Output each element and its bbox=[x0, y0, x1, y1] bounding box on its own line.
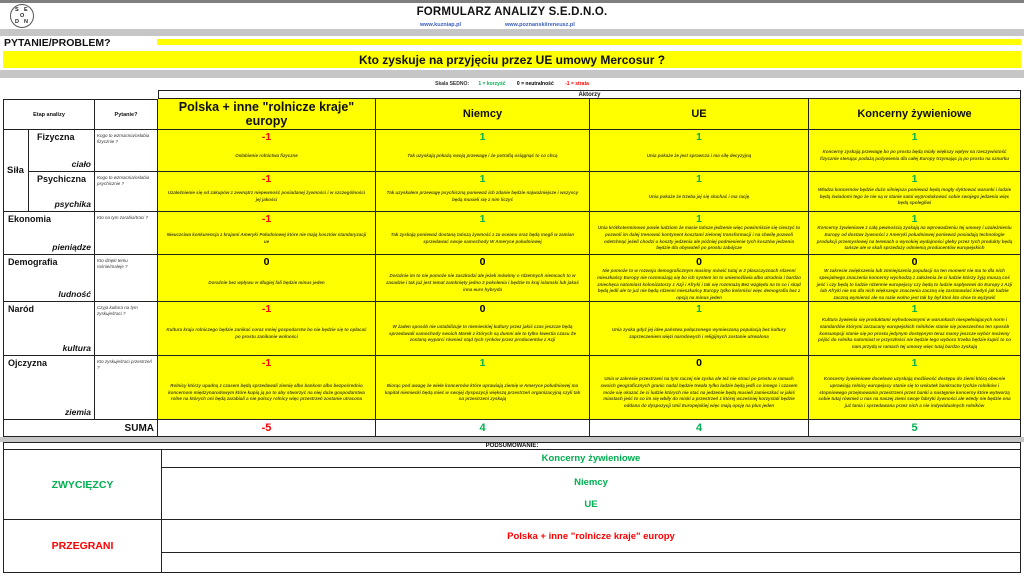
cell-psychiczna-niemcy bbox=[376, 172, 590, 212]
cell-ojczyzna-niemcy bbox=[376, 356, 590, 420]
score: -1 bbox=[261, 357, 272, 369]
cell-comment: Kultura żywienia się produktami wyhodowanymi w warunkach niespełniających norm i standardów którymi zarzucany europejskich rolników stanie się powszechna ten sposób konsumpcji stanie się po prostu jedynym dostępnym teraz mamy jeszcze wybór możemy pójść do rolnika natomiast w przyszłości nie będzie tego wyboru trzeba będzie kupić to co nam przydą w ramach tej umowy więc tutaj bardzo zyskają bbox=[817, 317, 1012, 350]
score: 1 bbox=[479, 131, 486, 143]
score: 1 bbox=[479, 213, 486, 225]
cell-comment: Koncerny żywieniowe z całą pewnością zyskają na wprowadzeniu tej umowy i uzależnieniu Europy od dostaw żywności z Ameryki południowej ponieważ posiadają technologie produkcji przemysłowej na terenach o wysokiej wydajności gleby przez tych produkty będą tańsze ale w skali sprzedaży odmienią producentów europejskich bbox=[816, 225, 1013, 251]
score: 1 bbox=[696, 131, 702, 143]
logo-letter: D bbox=[15, 19, 19, 25]
question-narod: Czyja kultura na tym zyskuje/traci ? bbox=[95, 302, 158, 356]
suma-polska: -5 bbox=[158, 420, 376, 437]
score: 1 bbox=[479, 357, 486, 369]
question-highlight-strip bbox=[157, 39, 1021, 45]
cell-ekonomia-ue bbox=[590, 212, 809, 255]
score: 0 bbox=[479, 303, 486, 315]
divider-band bbox=[0, 70, 1024, 78]
cell-narod-niemcy bbox=[376, 302, 590, 356]
score: -1 bbox=[261, 173, 272, 185]
cell-comment: W żaden sposób nie ustabilizuje to niemieckiej kultury przez jakiś czas jeszcze będą sprzedawali samochody swoich Marek z których są dumni ale to tylko kwestia czasu Że zostaną wyparci również stąd tych rynków przez producentów z Azji bbox=[388, 323, 577, 343]
cell-ekonomia-niemcy bbox=[376, 212, 590, 255]
question-fizyczna: Kogo to wzmacnia/osłabia fizycznie ? bbox=[95, 130, 158, 172]
loser-entry-polska: Polska + inne "rolnicze kraje" europy bbox=[162, 520, 1021, 553]
suma-niemcy: 4 bbox=[376, 420, 590, 437]
row-label-fizyczna bbox=[29, 130, 95, 172]
cell-comment: Unia pokaże że trzeba jej się słuchać i ma rację bbox=[648, 193, 750, 199]
cell-comment: Osłabienie rolnictwa fizyczne bbox=[235, 152, 298, 158]
cell-fizyczna-niemcy bbox=[376, 130, 590, 172]
scale-label: Skala SEDNO: bbox=[435, 81, 470, 87]
cell-comment: W zakresie zwiększenia lub zmniejszenia populacji na ten moment nie ma to dla nich specjalnego znaczenia koncerny wychodzą z założenia że ci ludzie którzy żyją muszą coś jeść i czy będą to ludzie rdzennie europejscy czy będą to ludzie napływowi do Europy z Azji lub Afryki nie ma dla nich większego znaczenia zaczną się zastanawiać kiedyś jak ludzie zaczną wymierać ale na razie wolno jest tak by był ktoś kto chce to wyżywić bbox=[816, 268, 1013, 300]
score: -1 bbox=[261, 303, 272, 315]
etap-name: Naród bbox=[8, 304, 35, 314]
score: 1 bbox=[696, 213, 702, 225]
score: 0 bbox=[479, 256, 486, 268]
score: 1 bbox=[696, 303, 702, 315]
cell-comment: Tak uzyskają pokażą swoją przewagę i że potrafią osiągnąć to co chcą bbox=[407, 152, 558, 158]
cell-ojczyzna-polska bbox=[158, 356, 376, 420]
cell-psychiczna-ue bbox=[590, 172, 809, 212]
empty-loser-row bbox=[162, 553, 1021, 573]
actor-header-polska: Polska + inne "rolnicze kraje" europy bbox=[158, 99, 376, 130]
cell-comment: Unia krótkoterminowo powie ludziom że macie tańsze jedzenie więc powinniście się cieszyć to pozwoli im dalej trenować kontynent kosztami zielonej transformacji i na chwilę pozwoli odetchnąć jeżeli chodzi o koszty jedzenia ale później podniesienie tych kosztów jedzenia będzie dla obywateli po prostu zabójcze bbox=[597, 225, 801, 251]
row-label-narod bbox=[3, 302, 95, 356]
actor-header-koncerny: Koncerny żywieniowe bbox=[809, 99, 1021, 130]
score: 0 bbox=[696, 357, 702, 369]
actor-header-niemcy: Niemcy bbox=[376, 99, 590, 130]
summary-table bbox=[3, 442, 1021, 573]
cell-comment: Koncerny żywieniowe docelowo uzyskają możliwość dostępu do ziemi którą obecnie uprawiają rolnicy europejscy stanie się to wskutek bankructw tychże rolników i stopniowego przejmowania przestrzeni przez banki a następnie koncerny które wytworzą sobie tutaj również u nas na naszej ziemi swoje fabryki żywności ale wtedy nie będzie ona już tania i sprzedawana przez nich a nie indywidualnych rolników bbox=[818, 376, 1011, 409]
cell-fizyczna-ue bbox=[590, 130, 809, 172]
cell-ojczyzna-koncerny bbox=[809, 356, 1021, 420]
cell-comment: Unia zyska gdyż jej idee państwa połączonego wymieszaną populacją bez kultury zaprzeczeniem więzi narodowych i religijnych zostanie utrwalona bbox=[611, 327, 787, 339]
cell-comment: Unia w zakresie przestrzeni na tym raczej nie zyska ale też nie straci po prostu w ramach swoich geograficznych granic nadal będzie trwała tylko ludzie będą jedli co innego i czasem może się okazać że ci ludzie których nie stać na jedzenie będą musieli zamieszkać w jakiś miastach jeść to co im się wbiły do miski a przestrzeń z której wcześniej korzystali będzie oddana do dyspozycji Unii Europejskiej więc mają opcję na plus jeden bbox=[600, 376, 798, 409]
score: 1 bbox=[911, 357, 918, 369]
score: 1 bbox=[911, 173, 918, 185]
main-question-banner: Kto zyskuje na przyjęciu przez UE umowy Mercosur ? bbox=[3, 51, 1021, 68]
cell-comment: Koncerny zyskają przewagę bo po prostu będą miały większy wpływ na rzeczywistość fizycznie sterując podażą pożywienia dla całej Europy trzymając ją po prostu na sznurku bbox=[819, 149, 1010, 161]
score: 1 bbox=[696, 173, 702, 185]
cell-narod-koncerny bbox=[809, 302, 1021, 356]
actor-header-ue: UE bbox=[590, 99, 809, 130]
scale-loss: -1 = strata bbox=[565, 81, 589, 87]
score: 0 bbox=[696, 256, 702, 268]
winners-label: ZWYCIĘZCY bbox=[3, 450, 162, 520]
etap-subname: ludność bbox=[58, 289, 91, 299]
winner-entry-ue: UE bbox=[584, 498, 598, 510]
suma-label: SUMA bbox=[3, 420, 158, 437]
cell-fizyczna-koncerny bbox=[809, 130, 1021, 172]
cell-narod-ue bbox=[590, 302, 809, 356]
score: 0 bbox=[911, 256, 918, 268]
cell-ojczyzna-ue bbox=[590, 356, 809, 420]
logo-letter: O bbox=[20, 13, 25, 19]
cell-comment: Nie pomoże to w rozwoju demograficznym musimy mówić tutaj w 2 płaszczyznach rdzenni mieszkańcy Europy nie rozmnażają się bo ich system im to uniemożliwia albo utrudnia i bardzo zniechęca natomiast kolonizatorzy z Azji i Afryki i tak się rozmnażą Bez względu na to co i skąd będą jedli ale to już nie będą rdzenni mieszkańcy Europy tylko koloniści więc demografia bez z opcją na minus jeden bbox=[597, 268, 801, 300]
question-demografia: Kto dzięki temu rośnie/maleje ? bbox=[95, 255, 158, 302]
winner-entries-niemcy-ue bbox=[162, 468, 1021, 520]
cell-demografia-polska bbox=[158, 255, 376, 302]
row-label-psychiczna bbox=[29, 172, 95, 212]
row-label-ojczyzna bbox=[3, 356, 95, 420]
cell-ekonomia-koncerny bbox=[809, 212, 1021, 255]
question-ojczyzna: Kto zyskuje/traci przestrzeń ? bbox=[95, 356, 158, 420]
cell-demografia-niemcy bbox=[376, 255, 590, 302]
question-problem-label: PYTANIE/PROBLEM? bbox=[4, 37, 111, 49]
etap-subname: psychika bbox=[54, 199, 91, 209]
etap-subname: pieniądze bbox=[52, 242, 91, 252]
etap-subname: ciało bbox=[71, 159, 91, 169]
analysis-table bbox=[3, 90, 1021, 437]
etap-name: Fizyczna bbox=[37, 132, 75, 142]
divider-band bbox=[0, 29, 1024, 36]
cell-comment: Rolnicy którzy upadną z czasem będą sprzedawali ziemię albo bankom albo bezpośrednio koncernom międzynarodowym które kupią ją po to aby stworzyć na niej duże gospodarstwa rolne na których oni będą zarabiali a nie polscy rolnicy więc przestrzeń zostanie utracona bbox=[168, 382, 365, 402]
cell-fizyczna-polska bbox=[158, 130, 376, 172]
winner-entry-koncerny: Koncerny żywieniowe bbox=[162, 450, 1021, 468]
col-header-pytanie: Pytanie? bbox=[95, 99, 158, 130]
losers-label: PRZEGRANI bbox=[3, 520, 162, 573]
cell-comment: Biorąc pod uwagę że wiele koncernów które uprawiają ziemię w Ameryce południowej ma kapitał niemiecki będą mieć w swojej dyspozycji większą przestrzeń organizacyjną czyli tak na przestrzeni zyskają bbox=[384, 382, 581, 402]
cell-comment: Władza koncernów będzie dużo silniejsza ponieważ będą mogły dyktować warunki i ludzie będą świadomi tego że nie są w stanie sami wyprodukować sobie swojego jedzenia więc będą spolegliwi bbox=[817, 186, 1012, 206]
cell-comment: Doraźnie im to nie pomoże nie zaszkodzi ale jeżeli mówimy o rdzennych niemcach to w zasadzie i tak już jest temat zamknięty jedno 2 pokolenia i będzie to kraj islamski lub jakaś inna euro hybryda bbox=[386, 273, 579, 292]
score: 0 bbox=[263, 256, 270, 268]
cell-psychiczna-polska bbox=[158, 172, 376, 212]
col-header-etap: Etap analizy bbox=[3, 99, 95, 130]
score: -1 bbox=[261, 131, 272, 143]
etap-name: Psychiczna bbox=[37, 174, 87, 184]
cell-comment: Kultura kraju rolniczego będzie zanikać coraz mniej gospodarstw bo nie będzie się to opłacać po prostu zanikanie wolności bbox=[166, 327, 367, 339]
cell-comment: Nieuczciwa konkurencja z krajami Ameryki Południowej które nie mają kosztów standaryzacji ue bbox=[166, 231, 367, 244]
etap-name: Ojczyzna bbox=[8, 358, 48, 368]
score: 1 bbox=[911, 131, 918, 143]
row-label-demografia bbox=[3, 255, 95, 302]
score: 1 bbox=[911, 303, 918, 315]
form-title: FORMULARZ ANALIZY S.E.D.N.O. bbox=[416, 6, 608, 18]
cell-ekonomia-polska bbox=[158, 212, 376, 255]
logo-letter: N bbox=[24, 19, 28, 25]
sedno-scale-legend bbox=[0, 81, 1024, 87]
cell-comment: Doraźnie bez wpływu w długiej fali będzie minus jeden bbox=[208, 280, 325, 286]
top-strip bbox=[0, 0, 1024, 3]
scale-benefit: 1 = korzyść bbox=[478, 81, 506, 87]
summary-header: PODSUMOWANIE: bbox=[3, 442, 1021, 450]
cell-comment: Unia pokaże że jest sprawcza i ma siłę decyzyjną bbox=[646, 152, 752, 158]
scale-neutral: 0 = neutralność bbox=[516, 81, 554, 87]
etap-name: Ekonomia bbox=[8, 214, 52, 224]
link-kuzniap[interactable]: www.kuzniap.pl bbox=[420, 22, 462, 28]
question-ekonomia: Kto na tym zarabia/traci ? bbox=[95, 212, 158, 255]
link-poznanskiireneusz[interactable]: www.poznanskiireneusz.pl bbox=[505, 22, 575, 28]
etap-subname: ziemia bbox=[65, 407, 91, 417]
cell-narod-polska bbox=[158, 302, 376, 356]
logo-letter: S bbox=[15, 7, 19, 13]
group-label-sila: Siła bbox=[3, 130, 29, 212]
actors-header: Aktorzy bbox=[158, 90, 1021, 99]
cell-comment: Tak uzyskałem przewagę psychiczną ponieważ ich zdanie będzie najważniejsze i wszyscy będą musieli się z nim liczyć bbox=[386, 190, 579, 202]
question-psychiczna: Kogo to wzmacnia/osłabia psychicznie ? bbox=[95, 172, 158, 212]
etap-subname: kultura bbox=[62, 343, 91, 353]
logo-letter: E bbox=[24, 7, 28, 13]
cell-comment: Uzależnienie się od zakupów z zewnątrz niepewność posiadanej żywności i w szczególności jej jakości bbox=[167, 190, 366, 202]
suma-ue: 4 bbox=[590, 420, 809, 437]
winner-entry-niemcy: Niemcy bbox=[574, 477, 608, 489]
etap-name: Demografia bbox=[8, 257, 58, 267]
cell-psychiczna-koncerny bbox=[809, 172, 1021, 212]
cell-demografia-ue bbox=[590, 255, 809, 302]
score: -1 bbox=[261, 213, 272, 225]
row-label-ekonomia bbox=[3, 212, 95, 255]
score: 1 bbox=[911, 213, 918, 225]
cell-demografia-koncerny bbox=[809, 255, 1021, 302]
score: 1 bbox=[479, 173, 486, 185]
cell-comment: Tak zyskają ponieważ dostaną tańszą żywność z za oceanu oraz będą mogli w zamian sprzedawać swoje samochody W Ameryce południowej bbox=[390, 231, 575, 244]
suma-koncerny: 5 bbox=[809, 420, 1021, 437]
